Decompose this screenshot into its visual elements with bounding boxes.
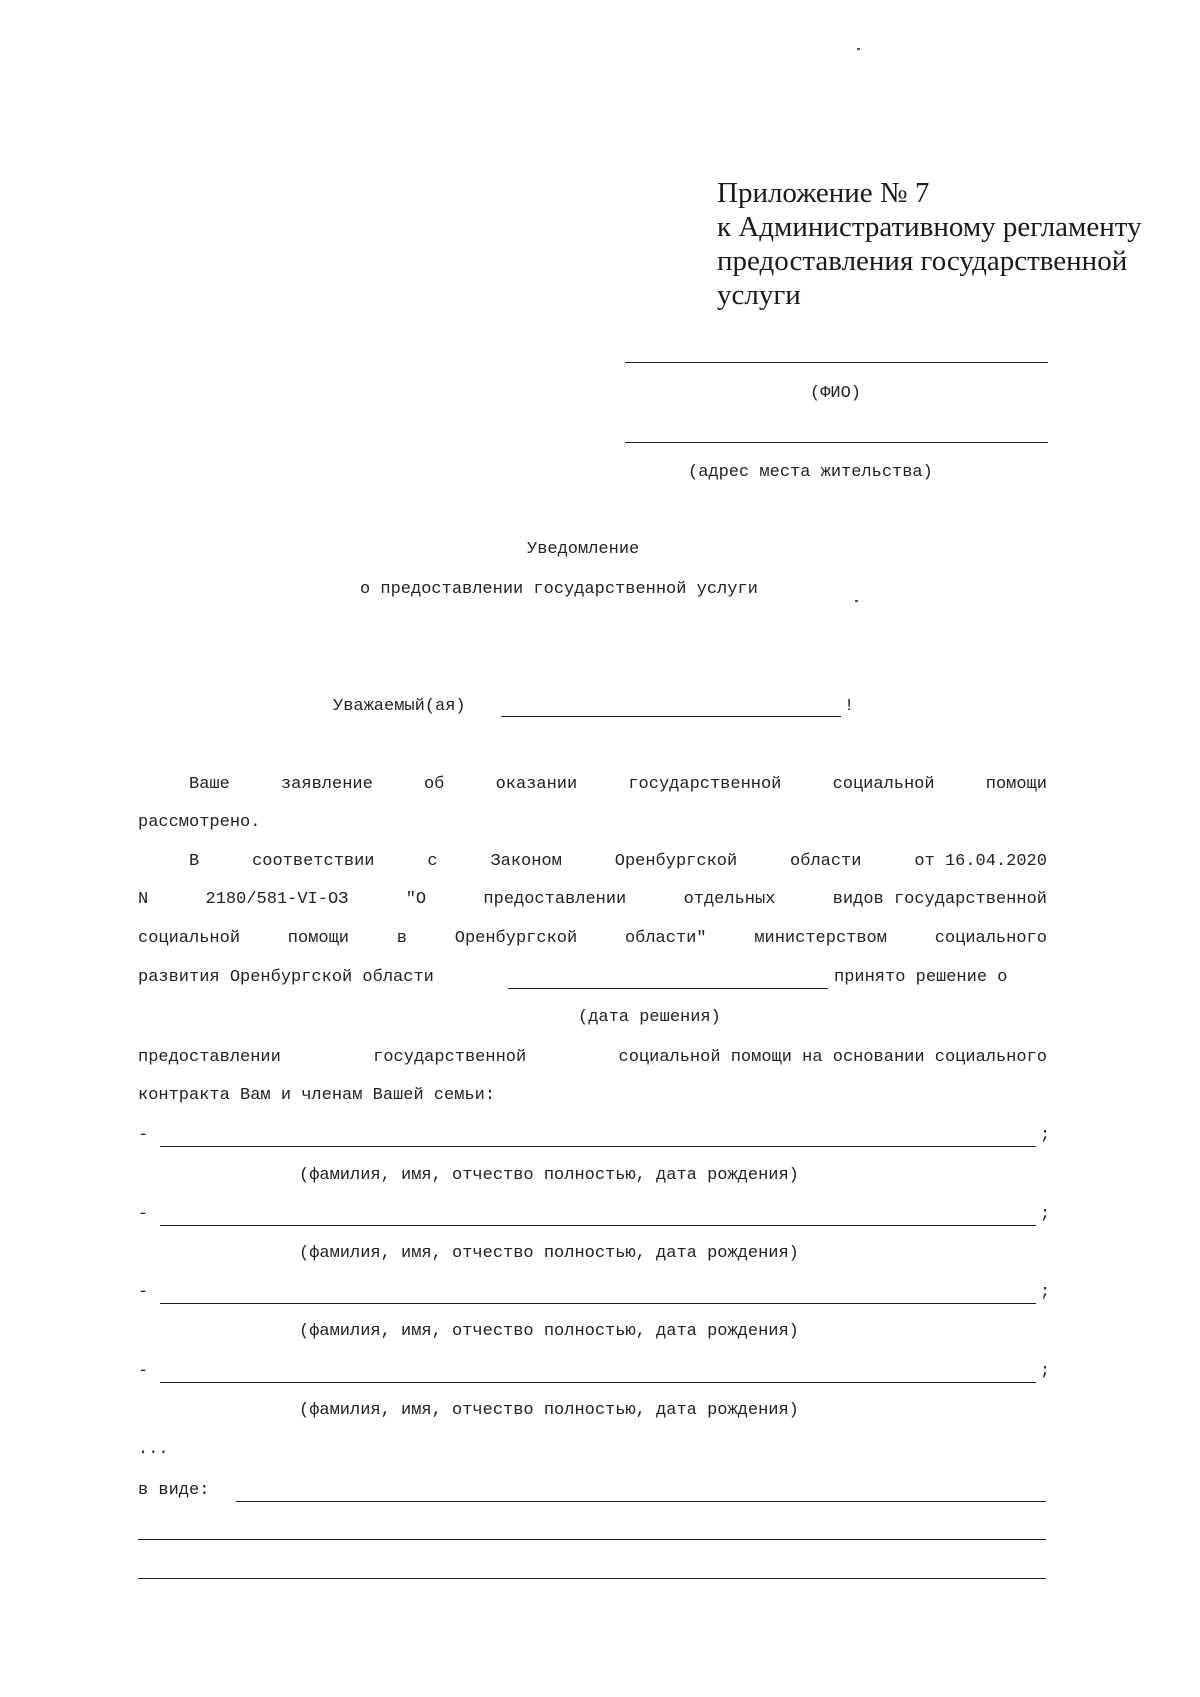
paragraph-2-line-2 (138, 890, 1047, 910)
form-field-line (236, 1501, 1046, 1502)
family-caption: (фамилия, имя, отчество полностью, дата рождения) (299, 1166, 799, 1185)
family-end: ; (1040, 1283, 1051, 1302)
paragraph-2-line-4-prefix: развития Оренбургской области (138, 968, 434, 987)
paragraph-3-line-2: контракта Вам и членам Вашей семьи: (138, 1086, 496, 1105)
text-word: оказании (495, 775, 578, 794)
paragraph-3-line-1 (138, 1048, 1047, 1068)
text-word: Законом (490, 852, 562, 871)
text-word: заявление (280, 775, 373, 794)
text-word: N (138, 890, 149, 909)
family-caption: (фамилия, имя, отчество полностью, дата рождения) (299, 1322, 799, 1341)
greeting-prefix: Уважаемый(ая) (333, 697, 466, 716)
text-word: Ваше (189, 775, 230, 794)
family-end: ; (1040, 1205, 1051, 1224)
text-word: отдельных (683, 890, 776, 909)
family-bullet: - (138, 1283, 149, 1302)
fio-field-line (625, 362, 1048, 363)
document-subtitle: о предоставлении государственной услуги (360, 580, 758, 599)
family-bullet: - (138, 1126, 149, 1145)
paragraph-1-line-1 (189, 775, 1047, 795)
text-word: в (396, 929, 407, 948)
form-field-line (138, 1539, 1046, 1540)
scan-speck (855, 600, 858, 602)
fio-caption: (ФИО) (810, 384, 862, 403)
text-word: от 16.04.2020 (914, 852, 1047, 871)
family-member-line (160, 1225, 1036, 1226)
address-field-line (625, 442, 1048, 443)
text-word: 2180/581-VI-ОЗ (205, 890, 349, 909)
text-word: социальной (832, 775, 935, 794)
family-member-line (160, 1382, 1036, 1383)
family-caption: (фамилия, имя, отчество полностью, дата рождения) (299, 1244, 799, 1263)
text-word: "О (405, 890, 427, 909)
text-word: предоставлении (138, 1048, 281, 1067)
text-word: В (189, 852, 200, 871)
text-word: социальной помощи на основании социального (618, 1048, 1047, 1067)
text-word: помощи (985, 775, 1047, 794)
text-word: видов государственной (832, 890, 1047, 909)
appendix-heading (717, 176, 1142, 312)
address-caption: (адрес места жительства) (688, 463, 933, 482)
paragraph-1-end: рассмотрено. (138, 813, 261, 832)
decision-date-caption: (дата решения) (578, 1008, 721, 1027)
paragraph-2-line-1 (189, 852, 1047, 872)
text-word: Оренбургской (614, 852, 738, 871)
text-word: области (790, 852, 862, 871)
family-member-line (160, 1146, 1036, 1147)
text-word: соответствии (252, 852, 375, 871)
scan-speck (857, 48, 860, 50)
text-word: с (427, 852, 438, 871)
greeting-name-line (501, 716, 841, 717)
appendix-number: Приложение № 7 (717, 177, 930, 209)
appendix-reference-cont: предоставления государственной (717, 245, 1128, 277)
family-member-line (160, 1303, 1036, 1304)
paragraph-2-line-3 (138, 929, 1047, 949)
text-word: государственной (373, 1048, 527, 1067)
text-word: Оренбургской (454, 929, 578, 948)
text-word: министерством (754, 929, 887, 948)
appendix-reference-end: услуги (717, 279, 801, 311)
form-label: в виде: (138, 1481, 210, 1500)
family-bullet: - (138, 1362, 149, 1381)
greeting-suffix: ! (844, 697, 855, 716)
form-field-line (138, 1578, 1046, 1579)
ellipsis: ... (138, 1440, 169, 1459)
family-end: ; (1040, 1126, 1051, 1145)
text-word: предоставлении (483, 890, 627, 909)
text-word: социальной (138, 929, 241, 948)
family-end: ; (1040, 1362, 1051, 1381)
text-word: государственной (628, 775, 782, 794)
appendix-reference: к Административному регламенту (717, 211, 1142, 243)
text-word: об (423, 775, 445, 794)
text-word: социального (934, 929, 1047, 948)
text-word: области" (624, 929, 707, 948)
document-title: Уведомление (527, 540, 640, 559)
text-word: помощи (287, 929, 350, 948)
family-bullet: - (138, 1205, 149, 1224)
decision-date-line (508, 988, 828, 989)
paragraph-2-line-4-suffix: принято решение о (834, 968, 1008, 987)
family-caption: (фамилия, имя, отчество полностью, дата рождения) (299, 1401, 799, 1420)
